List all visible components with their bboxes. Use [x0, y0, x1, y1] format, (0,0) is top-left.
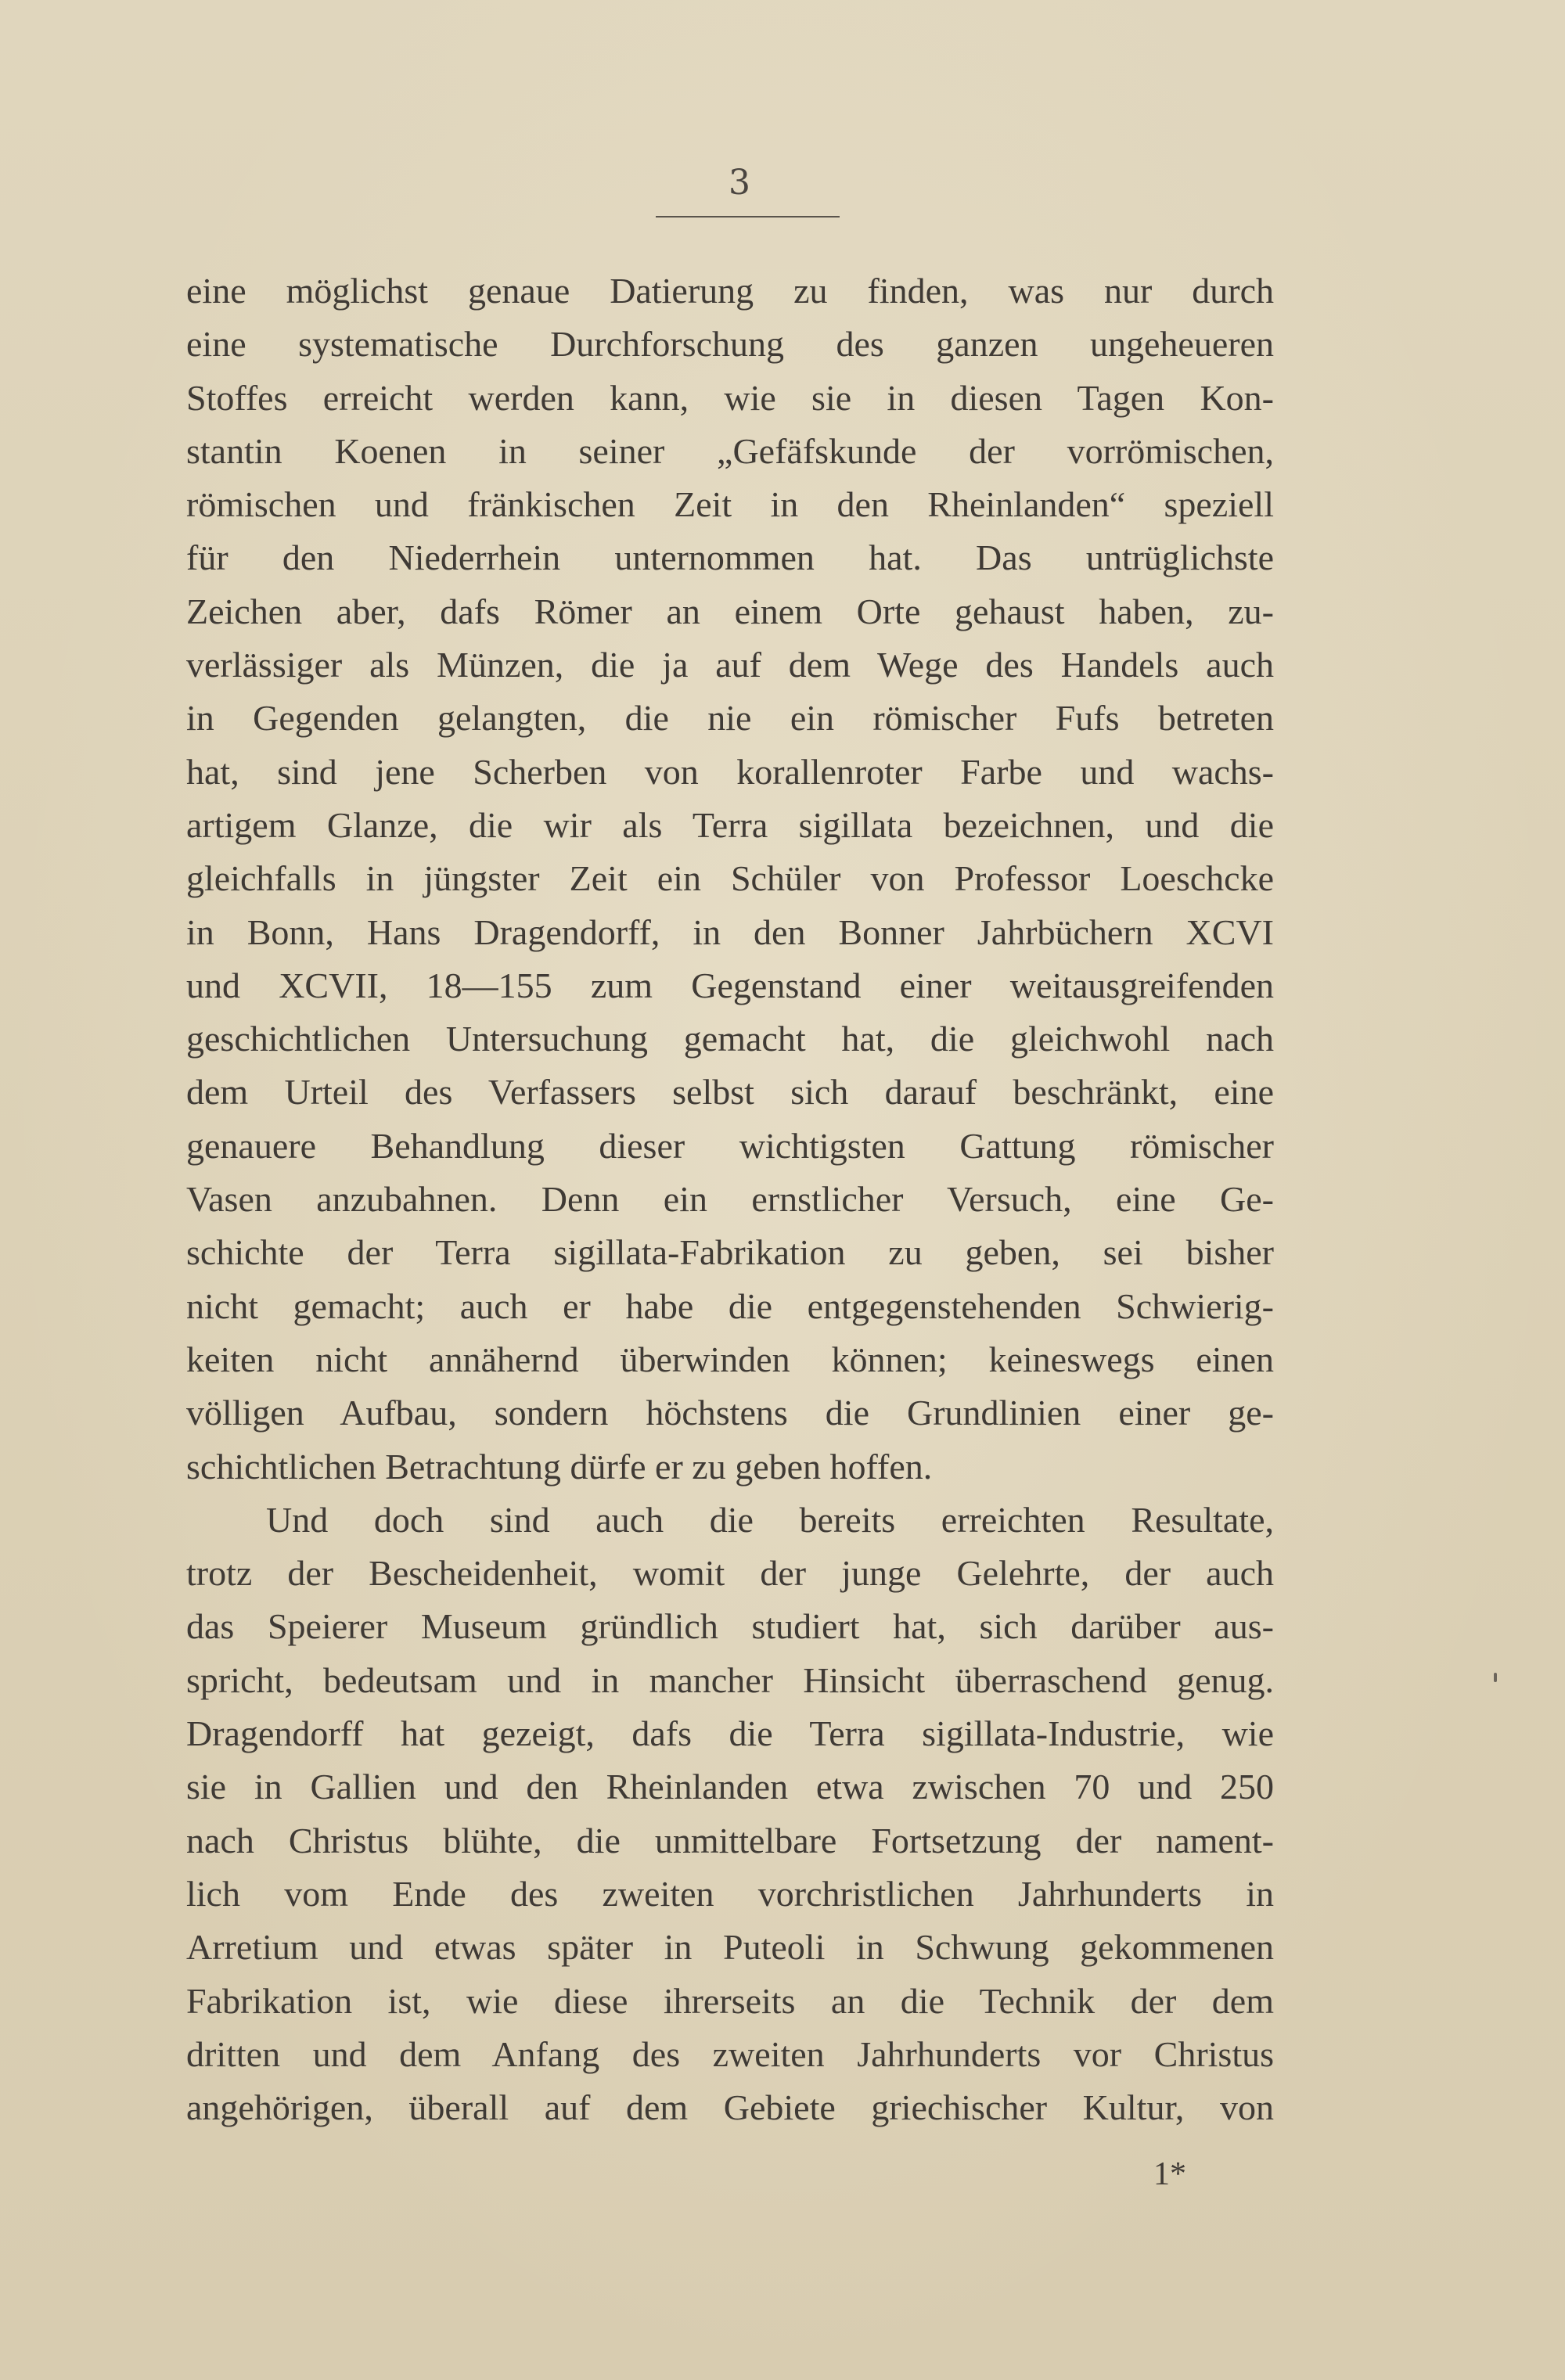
text-line: keiten nicht annähernd überwinden können; keineswegs einen [186, 1339, 1274, 1379]
text-line: völligen Aufbau, sondern höchstens die Grundlinien einer ge- [186, 1393, 1274, 1433]
text-line: stantin Koenen in seiner „Gefäfskunde der vorrömischen, [186, 430, 1274, 471]
text-line: geschichtlichen Untersuchung gemacht hat, die gleichwohl nach [186, 1019, 1274, 1059]
text-line: artigem Glanze, die wir als Terra sigillata bezeichnen, und die [186, 804, 1274, 845]
printer-signature: 1* [1153, 2156, 1186, 2192]
text-line: Dragendorff hat gezeigt, dafs die Terra sigillata-Industrie, wie [186, 1713, 1274, 1754]
text-line: schichte der Terra sigillata-Fabrikation zu geben, sei bisher [186, 1232, 1274, 1273]
header-rule [656, 216, 840, 218]
body-text [186, 264, 1274, 2134]
text-line: verlässiger als Münzen, die ja auf dem Wege des Handels auch [186, 645, 1274, 685]
text-line: Zeichen aber, dafs Römer an einem Orte gehaust haben, zu- [186, 591, 1274, 631]
paragraph-end-line: schichtlichen Betrachtung dürfe er zu geben hoffen. [186, 1446, 933, 1487]
paragraph-start-line: Und doch sind auch die bereits erreichten Resultate, [266, 1499, 1274, 1540]
text-line: trotz der Bescheidenheit, womit der junge Gelehrte, der auch [186, 1553, 1274, 1594]
text-line: dritten und dem Anfang des zweiten Jahrhunderts vor Christus [186, 2033, 1274, 2074]
text-line: und XCVII, 18—155 zum Gegenstand einer weitausgreifenden [186, 965, 1274, 1005]
text-line: sie in Gallien und den Rheinlanden etwa zwischen 70 und 250 [186, 1767, 1274, 1807]
text-line: eine systematische Durchforschung des ganzen ungeheueren [186, 324, 1274, 365]
text-line: lich vom Ende des zweiten vorchristlichen Jahrhunderts in [186, 1873, 1274, 1914]
text-line: hat, sind jene Scherben von korallenroter Farbe und wachs- [186, 751, 1274, 792]
text-line: Arretium und etwas später in Puteoli in Schwung gekommenen [186, 1927, 1274, 1968]
text-line: in Gegenden gelangten, die nie ein römischer Fufs betreten [186, 698, 1274, 739]
text-line: spricht, bedeutsam und in mancher Hinsicht überraschend genug. [186, 1659, 1274, 1700]
text-line: nicht gemacht; auch er habe die entgegenstehenden Schwierig- [186, 1285, 1274, 1326]
text-line: Stoffes erreicht werden kann, wie sie in diesen Tagen Kon- [186, 377, 1274, 418]
margin-speck [1494, 1673, 1497, 1682]
text-line: Vasen anzubahnen. Denn ein ernstlicher Versuch, eine Ge- [186, 1179, 1274, 1220]
page-number: 3 [729, 163, 750, 203]
text-line: das Speierer Museum gründlich studiert hat, sich darüber aus- [186, 1606, 1274, 1647]
text-line: römischen und fränkischen Zeit in den Rheinlanden“ speziell [186, 484, 1274, 525]
text-line: eine möglichst genaue Datierung zu finden, was nur durch [186, 271, 1274, 311]
text-line: dem Urteil des Verfassers selbst sich darauf beschränkt, eine [186, 1072, 1274, 1113]
text-line: nach Christus blühte, die unmittelbare Fortsetzung der nament- [186, 1820, 1274, 1860]
text-line: genauere Behandlung dieser wichtigsten Gattung römischer [186, 1125, 1274, 1166]
text-line: gleichfalls in jüngster Zeit ein Schüler von Professor Loeschcke [186, 858, 1274, 899]
text-line: angehörigen, überall auf dem Gebiete griechischer Kultur, von [186, 2087, 1274, 2128]
text-line: in Bonn, Hans Dragendorff, in den Bonner Jahrbüchern XCVI [186, 911, 1274, 952]
text-line: für den Niederrhein unternommen hat. Das untrüglichste [186, 537, 1274, 578]
text-line: Fabrikation ist, wie diese ihrerseits an die Technik der dem [186, 1980, 1274, 2021]
